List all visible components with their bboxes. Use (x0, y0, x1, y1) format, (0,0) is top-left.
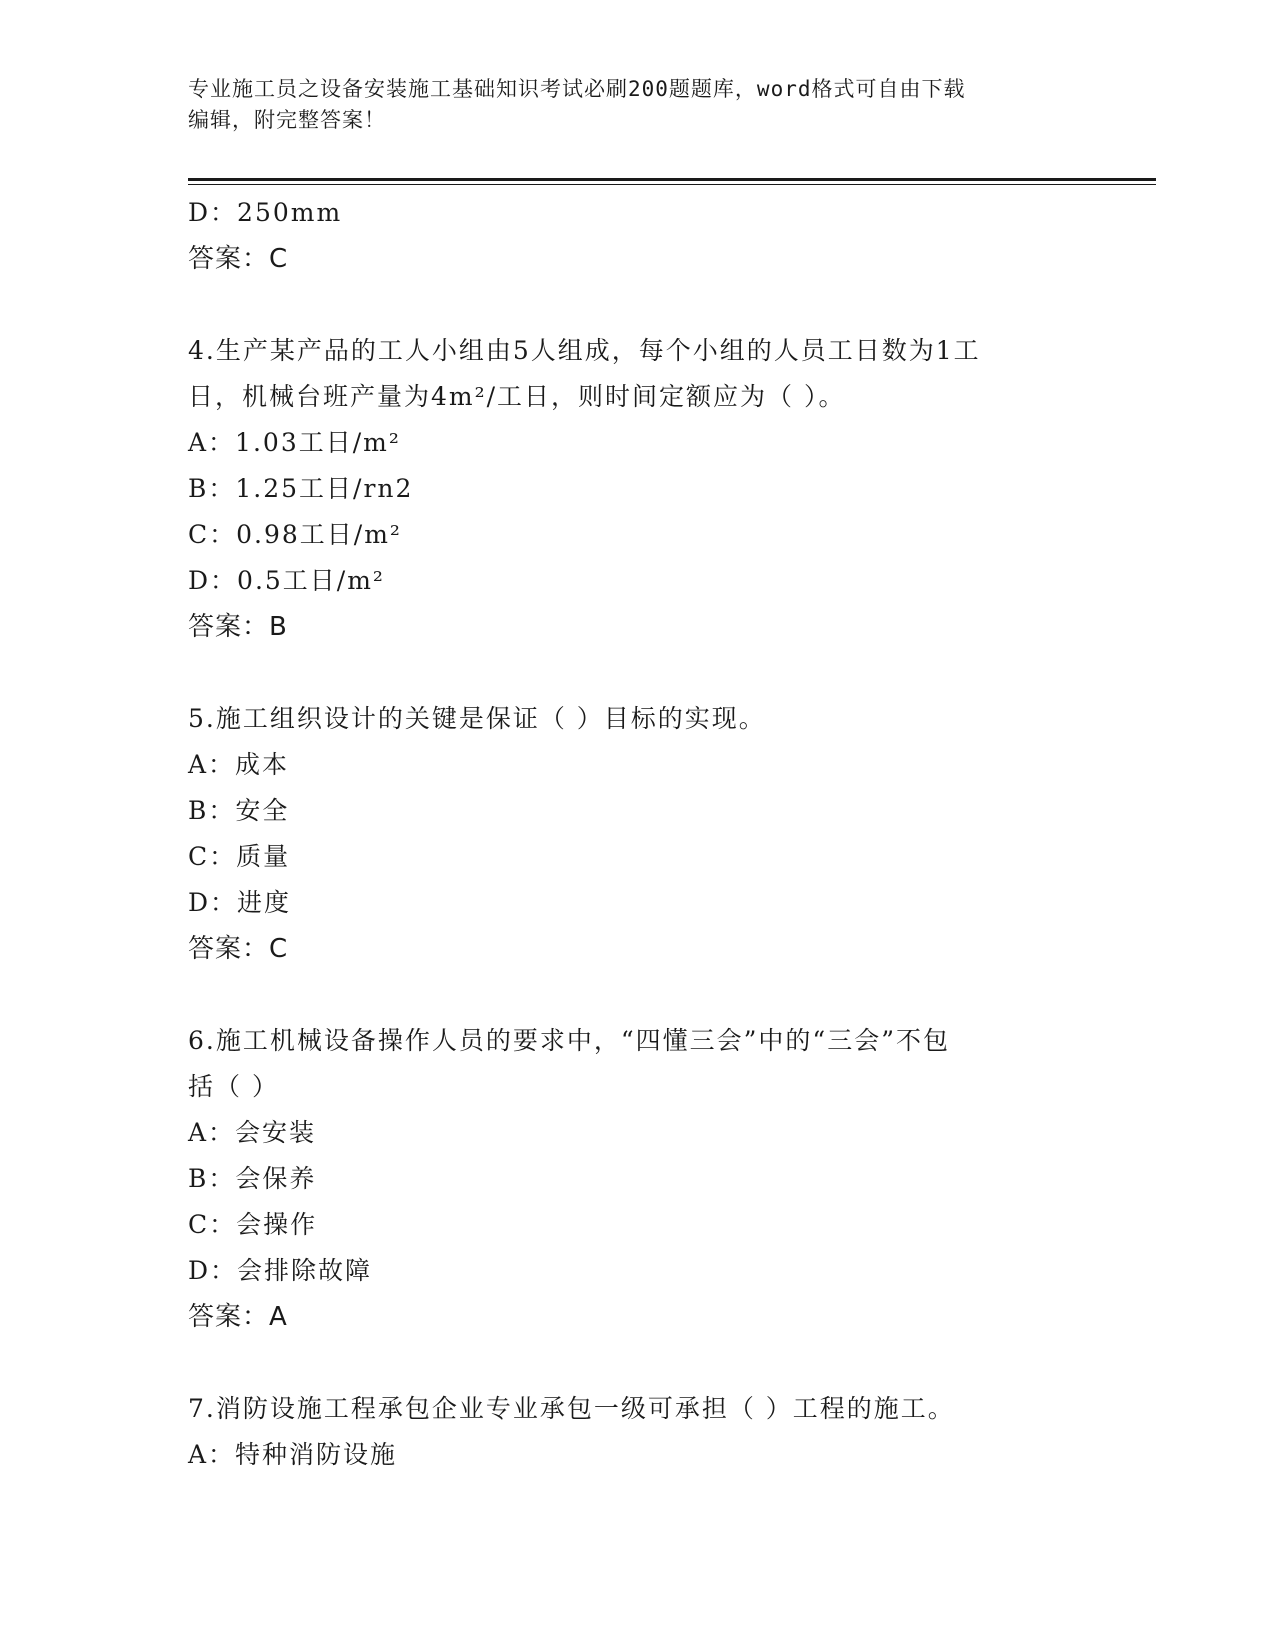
option-b: B：安全 (188, 796, 290, 825)
option-d: D：进度 (188, 888, 292, 917)
question-stem-continued: 日，机械台班产量为4m²/工日，则时间定额应为（ ）。 (188, 382, 846, 411)
question-7 (188, 1386, 1088, 1478)
header-title-line-2: 编辑，附完整答案！ (188, 108, 386, 132)
document-header (188, 74, 1088, 136)
spacer (188, 1340, 1088, 1386)
option-c: C：会操作 (188, 1210, 318, 1239)
option-a: A：特种消防设施 (188, 1440, 398, 1469)
question-4 (188, 328, 1088, 650)
option-d: D：0.5工日/m² (188, 566, 385, 595)
option-a: A：会安装 (188, 1118, 317, 1147)
spacer (188, 282, 1088, 328)
option-d: D：会排除故障 (188, 1256, 373, 1285)
question-stem: 7.消防设施工程承包企业专业承包一级可承担（ ）工程的施工。 (188, 1394, 955, 1423)
option-d: D：250mm (188, 198, 343, 227)
question-stem-continued: 括（ ） (188, 1072, 279, 1101)
option-b: B：会保养 (188, 1164, 317, 1193)
option-c: C：质量 (188, 842, 291, 871)
option-a: A：成本 (188, 750, 290, 779)
answer-line: 答案：B (188, 612, 288, 642)
option-a: A：1.03工日/m² (188, 428, 401, 457)
option-b: B：1.25工日/rn2 (188, 474, 414, 503)
question-stem: 6.施工机械设备操作人员的要求中，“四懂三会”中的“三会”不包 (188, 1026, 950, 1055)
header-divider-thick (188, 178, 1156, 181)
answer-line: 答案：A (188, 1302, 288, 1332)
question-5 (188, 696, 1088, 972)
question-list (188, 190, 1088, 1478)
spacer (188, 650, 1088, 696)
question-6 (188, 1018, 1088, 1340)
question-stem: 5.施工组织设计的关键是保证（ ）目标的实现。 (188, 704, 766, 733)
question-stem: 4.生产某产品的工人小组由5人组成，每个小组的人员工日数为1工 (188, 336, 981, 365)
header-title-line-1: 专业施工员之设备安装施工基础知识考试必刷200题题库，word格式可自由下载 (188, 77, 966, 101)
spacer (188, 972, 1088, 1018)
answer-line: 答案：C (188, 244, 289, 274)
answer-line: 答案：C (188, 934, 289, 964)
option-c: C：0.98工日/m² (188, 520, 402, 549)
header-divider-thin (188, 184, 1156, 185)
